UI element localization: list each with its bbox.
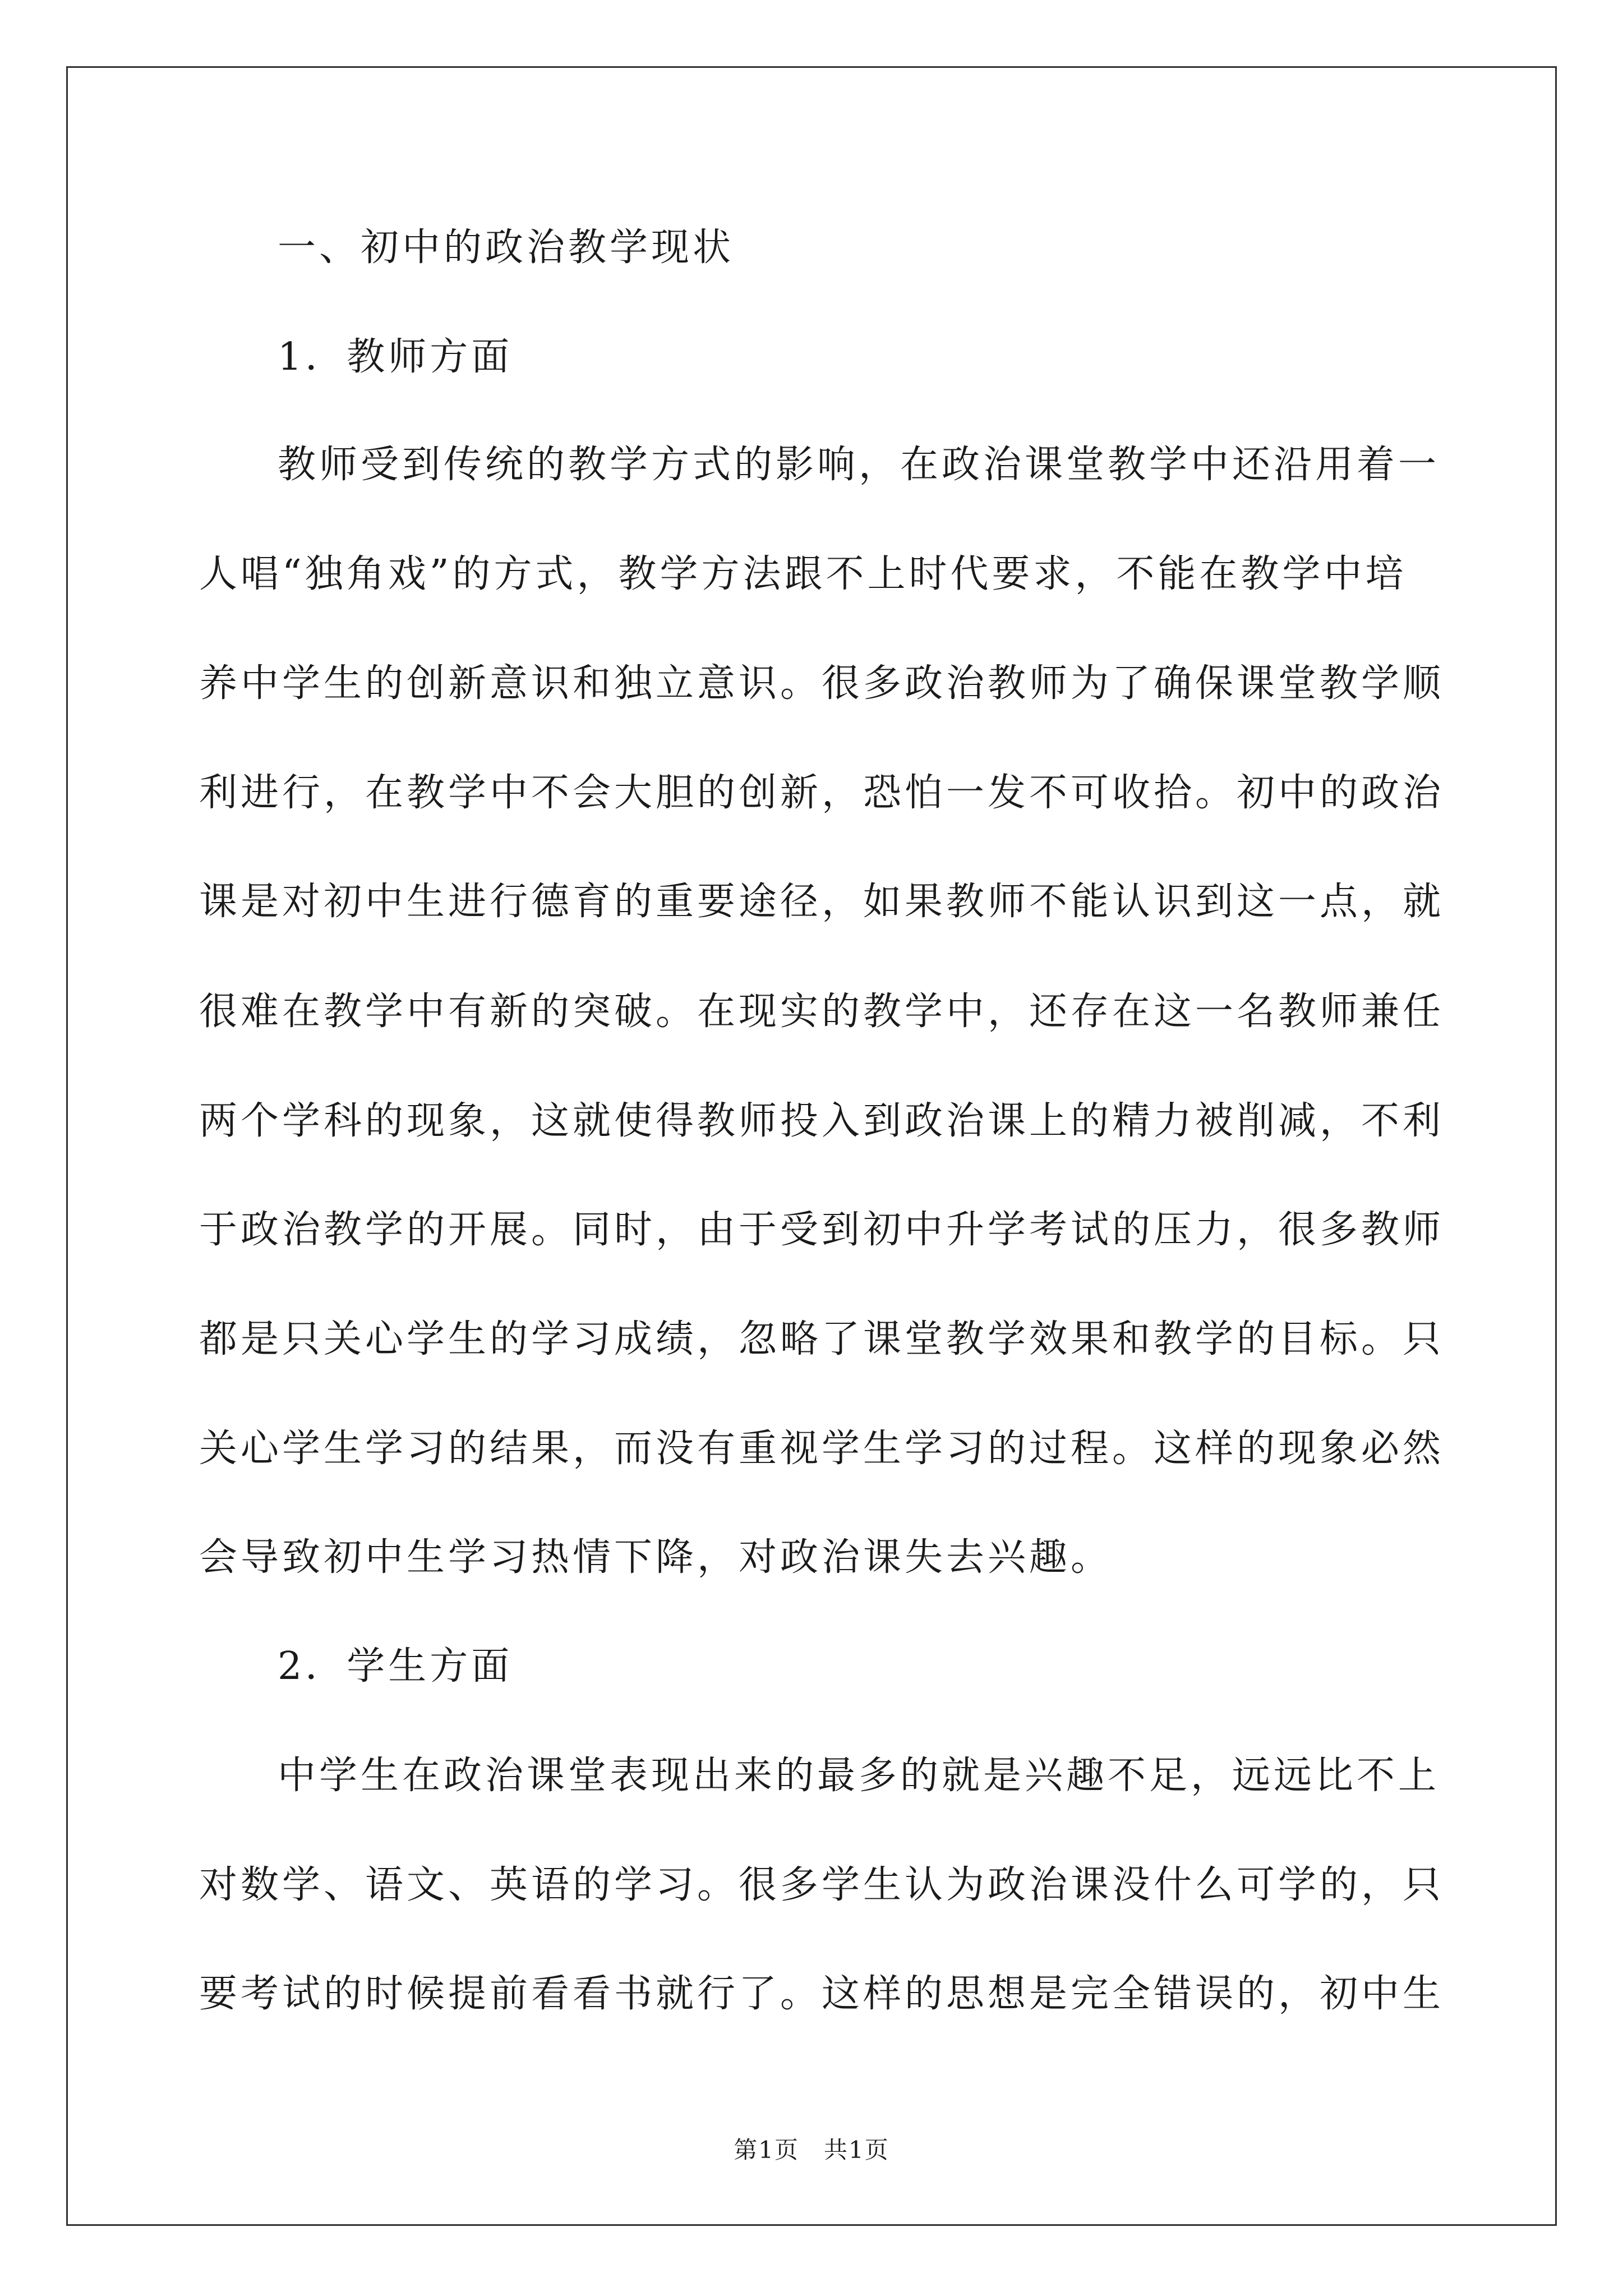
paragraph2-line: 中学生在政治课堂表现出来的最多的就是兴趣不足，远远比不上 [278,1754,1440,1798]
section-title-students: 2．学生方面 [278,1644,513,1688]
page-footer: 第1页 共1页 [734,2136,889,2164]
paragraph1-line: 人唱“独角戏”的方式，教学方法跟不上时代要求，不能在教学中培 [199,552,1407,596]
paragraph2-line: 要考试的时候提前看看书就行了。这样的思想是完全错误的，初中生 [199,1972,1445,2016]
heading-current-situation: 一、初中的政治教学现状 [278,226,735,270]
paragraph2-line: 对数学、语文、英语的学习。很多学生认为政治课没什么可学的，只 [199,1863,1445,1907]
paragraph1-line: 都是只关心学生的学习成绩，忽略了课堂教学效果和教学的目标。只 [199,1317,1445,1361]
paragraph1-line: 很难在教学中有新的突破。在现实的教学中，还存在这一名教师兼任 [199,990,1445,1034]
paragraph1-line: 两个学科的现象，这就使得教师投入到政治课上的精力被削减，不利 [199,1099,1445,1143]
paragraph1-line: 会导致初中生学习热情下降，对政治课失去兴趣。 [199,1535,1113,1580]
paragraph1-line: 于政治教学的开展。同时，由于受到初中升学考试的压力，很多教师 [199,1208,1445,1252]
paragraph1-line: 利进行，在教学中不会大胆的创新，恐怕一发不可收拾。初中的政治 [199,771,1445,815]
paragraph1-line: 关心学生学习的结果，而没有重视学生学习的过程。这样的现象必然 [199,1427,1445,1471]
paragraph1-line: 养中学生的创新意识和独立意识。很多政治教师为了确保课堂教学顺 [199,661,1445,706]
paragraph1-line: 课是对初中生进行德育的重要途径，如果教师不能认识到这一点，就 [199,880,1445,924]
paragraph1-line: 教师受到传统的教学方式的影响，在政治课堂教学中还沿用着一 [278,443,1440,487]
section-title-teachers: 1．教师方面 [278,335,513,379]
